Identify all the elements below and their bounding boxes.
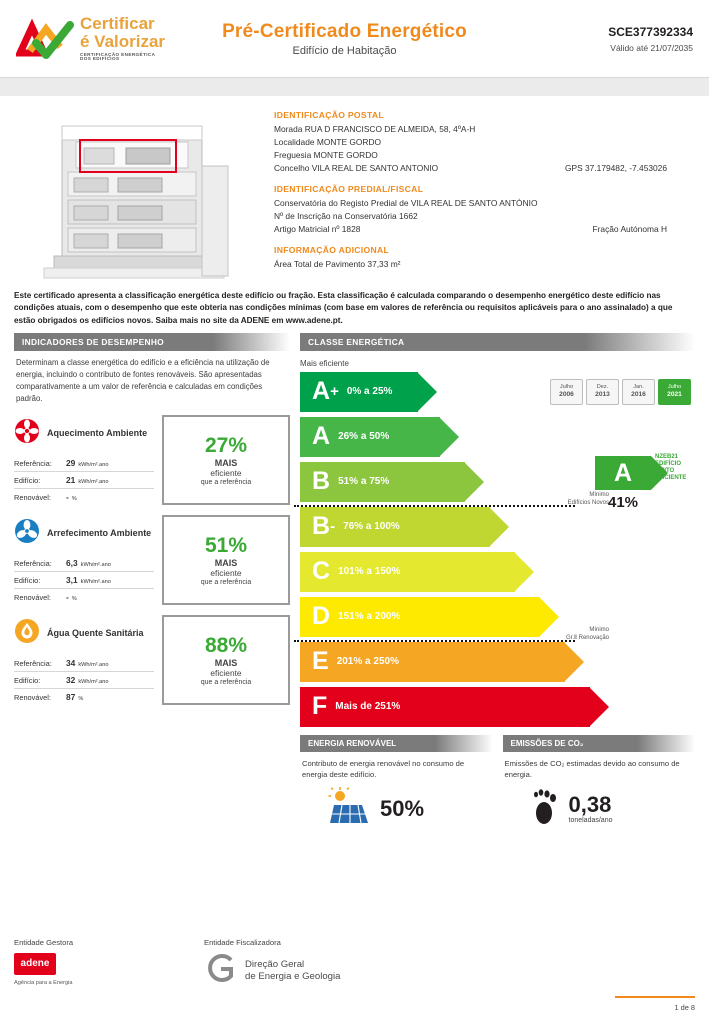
- nzeb-line2: 21: [671, 453, 679, 460]
- indicator-cooling-ref: que a referência: [200, 578, 252, 586]
- row-label: Edifício:: [14, 676, 41, 686]
- predial-artigo-text: Artigo Matricial nº 1828: [274, 224, 361, 235]
- row-label: Renovável:: [14, 593, 51, 603]
- table-row: [14, 572, 154, 589]
- co2-panel-value-row: [503, 781, 696, 832]
- row-label: Renovável:: [14, 493, 51, 503]
- table-row: [14, 555, 154, 572]
- scale-bar-b-minus: [300, 507, 490, 547]
- indicator-heating-name: Aquecimento Ambiente: [47, 427, 148, 438]
- badge-line1: Jan.: [633, 383, 644, 390]
- indicator-heating-box: [162, 415, 290, 505]
- result-percentage: 41%: [607, 493, 639, 511]
- scale-letter: E: [312, 647, 329, 676]
- identification-text: [274, 106, 695, 286]
- indicator-heating-title: [14, 415, 154, 451]
- scale-arrow: [514, 552, 534, 592]
- logo-line1: Certificar: [80, 13, 155, 33]
- scale-letter-sup: -: [330, 518, 336, 536]
- indicator-heating-pct: 27%: [204, 433, 248, 457]
- nzeb-line5: EFICIENTE: [655, 474, 687, 481]
- row-label: Referência:: [14, 559, 52, 569]
- table-row: [14, 655, 154, 672]
- scale-arrow: [489, 507, 509, 547]
- postal-concelho-text: Concelho VILA REAL DE SANTO ANTONIO: [274, 163, 439, 174]
- co2-panel: [503, 735, 696, 832]
- energy-scale: [300, 372, 695, 727]
- row-label: Edifício:: [14, 476, 41, 486]
- certificate-description: Este certificado apresenta a classificação energética deste edifício ou fração. Esta classificação é calculada comparando o desempenho energético deste edifício nas condições atuais, com o desempenho que este obteria nas condições mínimas (com base em valores de referência ou requisitos aplicáveis para o ano assinalado) a que estão obrigados os edifícios novos. Saiba mais no site da ADENE em www.adene.pt.: [14, 291, 673, 325]
- row-label: Referência:: [14, 459, 52, 469]
- document-header: [0, 0, 709, 78]
- dgeg-line2: de Energia e Geologia: [245, 970, 341, 982]
- document-footer: [0, 932, 709, 1024]
- logo-line2: é Valorizar: [80, 31, 166, 51]
- nzeb-line3: EDIFÍCIO: [655, 460, 682, 467]
- predial-inscricao: [274, 210, 695, 223]
- table-row: [14, 689, 154, 705]
- scale-range: 51% a 75%: [338, 476, 390, 488]
- badge-line2: 2021: [667, 390, 682, 398]
- heating-icon: [14, 418, 40, 449]
- indicator-cooling-mais: MAIS: [214, 557, 238, 568]
- renewable-energy-panel: [300, 735, 493, 832]
- scale-arrow: [464, 462, 484, 502]
- footprint-icon: [531, 787, 561, 832]
- page-number-rule: [615, 996, 695, 998]
- scale-letter-sup: +: [330, 383, 339, 401]
- scale-range: 0% a 25%: [346, 386, 393, 398]
- predial-heading: IDENTIFICAÇÃO PREDIAL/FISCAL: [274, 184, 424, 195]
- marker-label-line1: Mínimo: [589, 626, 609, 633]
- energy-class-column: [300, 333, 695, 832]
- cooling-icon: [14, 518, 40, 549]
- row-value: 32: [66, 675, 76, 686]
- bottom-panels: [300, 735, 695, 832]
- co2-panel-text: Emissões de CO₂ estimadas devido ao consumo de energia.: [504, 758, 680, 780]
- indicator-hot-water-left: [14, 615, 154, 705]
- row-value: -: [66, 492, 69, 503]
- scale-range: Mais de 251%: [335, 701, 401, 713]
- scale-range: 26% a 50%: [338, 431, 390, 443]
- spacer-2: [274, 236, 695, 245]
- co2-panel-header: EMISSÕES DE CO₂: [503, 735, 696, 752]
- scale-arrow: [417, 372, 437, 412]
- footer-row: [14, 932, 695, 990]
- certificate-code-block: [533, 25, 693, 53]
- row-value: 6,3: [66, 558, 78, 569]
- scale-range: 76% a 100%: [343, 521, 400, 533]
- badge-line2: 2013: [595, 390, 610, 398]
- nzeb-badge: [655, 454, 686, 482]
- solar-panel-icon: [328, 787, 372, 832]
- row-unit: kWh/m².ano: [78, 679, 109, 686]
- row-unit: kWh/m².ano: [80, 579, 111, 586]
- postal-freguesia-text: Freguesia MONTE GORDO: [274, 150, 378, 161]
- scale-letter: B: [312, 512, 331, 541]
- badge-line1: Julho: [667, 383, 682, 390]
- indicators-note: Determinam a classe energética do edifício e a eficiência na utilização de energia, incluindo o contributo de fontes renováveis. São apresentadas comparativamente a um valor de referência e calculadas em condições padrão.: [16, 357, 270, 404]
- entidade-fiscalizadora-label: Entidade Fiscalizadora: [204, 938, 281, 947]
- page-title: Pré-Certificado Energético: [222, 20, 467, 42]
- entidade-gestora-label: Entidade Gestora: [14, 938, 74, 947]
- scale-letter: A: [312, 377, 331, 406]
- indicator-cooling-eficiente: eficiente: [210, 567, 242, 578]
- indicator-heating-eficiente: eficiente: [210, 467, 242, 478]
- renewable-value: 50%: [380, 796, 425, 822]
- energy-class-result: [595, 453, 687, 511]
- scale-arrow: [439, 417, 459, 457]
- postal-localidade: [274, 136, 695, 149]
- scale-arrow: [589, 687, 609, 727]
- indicator-cooling-name: Arrefecimento Ambiente: [47, 527, 152, 538]
- scale-bar-a-plus: [300, 372, 418, 412]
- table-row: [14, 672, 154, 689]
- scale-range: 101% a 150%: [338, 566, 401, 578]
- row-unit: kWh/m².ano: [78, 662, 109, 669]
- scale-bar-d: [300, 597, 540, 637]
- adicional-heading: INFORMAÇÃO ADICIONAL: [274, 245, 390, 256]
- badge-line2: 2006: [559, 390, 574, 398]
- indicator-cooling-pct: 51%: [204, 533, 248, 557]
- building-illustration: [14, 106, 264, 286]
- adene-logo: adene: [14, 953, 56, 975]
- predial-conservatoria: [274, 197, 695, 210]
- scale-letter: A: [312, 422, 331, 451]
- scale-bar-a: [300, 417, 440, 457]
- indicator-heating-table: [14, 455, 154, 505]
- adicional-area-text: Área Total de Pavimento 37,33 m²: [274, 259, 401, 270]
- indicator-cooling-box: [162, 515, 290, 605]
- scale-bar-c: [300, 552, 515, 592]
- postal-concelho: [274, 162, 695, 175]
- adene-subtitle: Agência para a Energia: [14, 980, 73, 986]
- row-label: Referência:: [14, 659, 52, 669]
- spacer-1: [274, 175, 695, 184]
- mais-eficiente-label: Mais eficiente: [300, 358, 349, 368]
- postal-morada: [274, 123, 695, 136]
- performance-indicators-column: [14, 333, 290, 832]
- row-unit: %: [71, 496, 77, 503]
- row-value: 21: [66, 475, 76, 486]
- result-letter-text: A: [613, 458, 633, 487]
- indicator-cooling-title: [14, 515, 154, 551]
- row-value: 87: [66, 692, 76, 703]
- indicators-section-header: INDICADORES DE DESEMPENHO: [14, 333, 290, 351]
- indicator-cooling-left: [14, 515, 154, 605]
- row-value: 29: [66, 458, 76, 469]
- dgeg-logo-icon: [204, 951, 238, 990]
- co2-value: 0,38: [568, 792, 612, 818]
- marker-label-line2: Gr.Ⅱ Renovação: [566, 634, 609, 641]
- page-number: 1 de 8: [674, 1003, 695, 1012]
- table-row: [14, 589, 154, 605]
- energy-class-section-header: CLASSE ENERGÉTICA: [300, 333, 695, 351]
- scale-arrow: [564, 642, 584, 682]
- renewable-panel-value-row: [300, 781, 493, 832]
- co2-value-block: [569, 794, 613, 824]
- row-value: 3,1: [66, 575, 78, 586]
- marker-label-line2: Edifícios Novos: [567, 499, 609, 506]
- indicator-heating-mais: MAIS: [214, 457, 238, 468]
- logo-line4: DOS EDIFÍCIOS: [80, 56, 120, 62]
- postal-freguesia: [274, 149, 695, 162]
- row-label: Renovável:: [14, 693, 51, 703]
- indicator-hot-water-mais: MAIS: [214, 657, 238, 668]
- scale-letter: B: [312, 467, 331, 496]
- scale-bar-f: [300, 687, 590, 727]
- renewable-panel-header: ENERGIA RENOVÁVEL: [300, 735, 493, 752]
- row-unit: kWh/m².ano: [78, 479, 109, 486]
- row-unit: kWh/m².ano: [80, 562, 111, 569]
- indicator-hot-water-name: Água Quente Sanitária: [47, 627, 144, 638]
- indicator-hot-water-eficiente: eficiente: [210, 667, 242, 678]
- nzeb-line1: NZEB: [655, 453, 672, 460]
- predial-fracao: Fração Autónoma H: [592, 224, 667, 235]
- page-subtitle: Edifício de Habitação: [292, 44, 397, 57]
- indicator-heating-left: [14, 415, 154, 505]
- entidade-fiscalizadora: [204, 938, 340, 990]
- dgeg-text: [245, 959, 340, 983]
- row-unit: %: [78, 696, 84, 703]
- indicator-heating: [14, 415, 290, 505]
- postal-heading: IDENTIFICAÇÃO POSTAL: [274, 110, 384, 120]
- predial-artigo: [274, 223, 695, 236]
- scale-letter: C: [312, 557, 331, 586]
- entidade-gestora: [14, 938, 164, 990]
- scale-range: 151% a 200%: [338, 611, 401, 623]
- indicator-hot-water-title: [14, 615, 154, 651]
- scale-range: 201% a 250%: [336, 656, 399, 668]
- co2-unit: toneladas/ano: [568, 817, 613, 825]
- indicator-hot-water-box: [162, 615, 290, 705]
- postal-gps: GPS 37.179482, -7.453026: [565, 163, 667, 174]
- postal-morada-text: Morada RUA D FRANCISCO DE ALMEIDA, 58, 4ºA-H: [274, 124, 476, 134]
- badge-line2: 2016: [631, 390, 646, 398]
- table-row: [14, 472, 154, 489]
- badge-line1: Dez.: [596, 383, 609, 390]
- indicator-hot-water-pct: 88%: [204, 633, 248, 657]
- dgeg-block: [204, 951, 340, 990]
- nzeb-line4: MUITO: [655, 467, 675, 474]
- scale-bar-e: [300, 642, 565, 682]
- row-unit: %: [71, 596, 77, 603]
- badge-line1: Julho: [559, 383, 574, 390]
- logo-mark-icon: [16, 17, 74, 61]
- dgeg-line1: Direção Geral: [245, 958, 305, 970]
- header-separator: [0, 78, 709, 96]
- indicator-heating-ref: que a referência: [200, 478, 252, 486]
- marker-label-renovation: [519, 627, 609, 643]
- predial-conservatoria-text: Conservatória do Registo Predial de VILA REAL DE SANTO ANTÓNIO: [274, 198, 538, 209]
- indicator-cooling-table: [14, 555, 154, 605]
- indicator-hot-water-table: [14, 655, 154, 705]
- result-letter: [595, 456, 651, 490]
- row-label: Edifício:: [14, 576, 41, 586]
- scale-letter: D: [312, 602, 331, 631]
- logo-line3: CERTIFICAÇÃO ENERGÉTICA: [80, 51, 156, 57]
- scale-bar-b: [300, 462, 465, 502]
- certificate-code: SCE377392334: [608, 24, 693, 39]
- indicator-hot-water-ref: que a referência: [200, 678, 252, 686]
- main-columns: [0, 333, 709, 832]
- postal-localidade-text: Localidade MONTE GORDO: [274, 137, 382, 148]
- document-title-block: [156, 21, 533, 57]
- table-row: [14, 455, 154, 472]
- scale-letter: F: [312, 692, 328, 721]
- certificate-validity: Válido até 21/07/2035: [610, 42, 693, 53]
- indicator-hot-water: [14, 615, 290, 705]
- adicional-area: [274, 258, 695, 271]
- identification-section: [0, 96, 709, 286]
- renewable-panel-text: Contributo de energia renovável no consumo de energia deste edifício.: [302, 758, 465, 780]
- hot-water-icon: [14, 618, 40, 649]
- row-unit: kWh/m².ano: [78, 462, 109, 469]
- predial-inscricao-text: Nº de Inscrição na Conservatória 1662: [274, 211, 418, 222]
- indicator-cooling: [14, 515, 290, 605]
- table-row: [14, 489, 154, 505]
- row-value: -: [66, 592, 69, 603]
- row-value: 34: [66, 658, 76, 669]
- marker-label-line1: Mínimo: [589, 491, 609, 498]
